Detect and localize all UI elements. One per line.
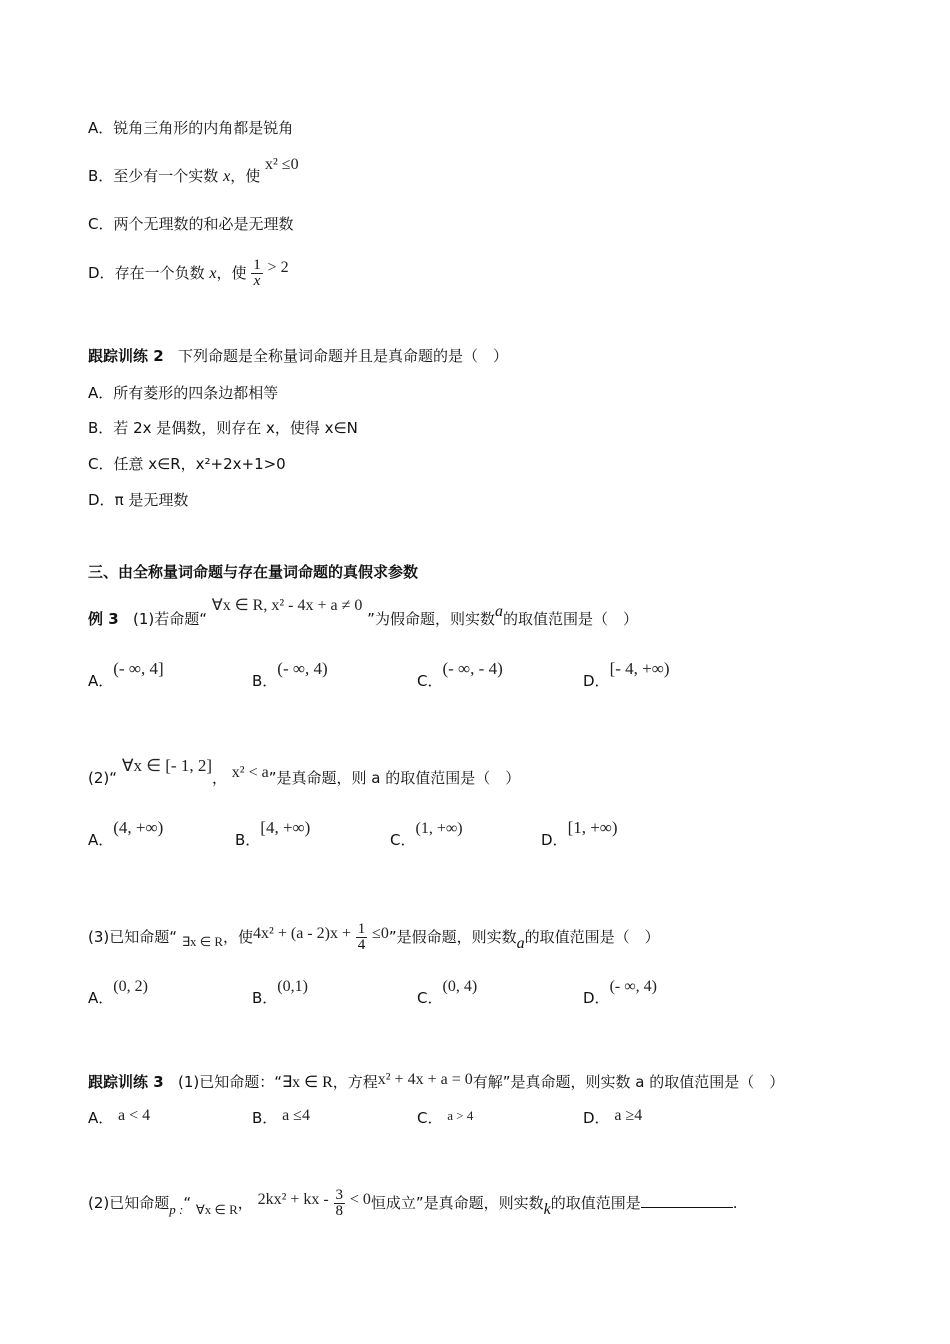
ex3-p3-math2: 4x² + (a - 2)x + [253,925,351,942]
ex3-p2-math1: ∀x ∈ [- 1, 2] [121,756,212,775]
ex3-p1-option-d: D．[- 4, +∞) [583,659,670,690]
train3-p2-fraction: $\frac{3}{8}$ [335,1187,344,1219]
ex3-p3-question: (3)已知命题“ ∃x ∈ R，使4x² + (a - 2)x + $\frac{1}{4}$ ≤0”是假命题，则实数a的取值范围是（ ） [88,921,660,953]
ex3-p3-fraction: $\frac{1}{4}$ [357,921,366,953]
train3-p2-question: (2)已知命题p :“ ∀x ∈ R， 2kx² + kx - $\frac{3}{8}$ < 0恒成立”是真命题，则实数k的取值范围是 . [88,1187,738,1219]
ex3-p1-question: 例 3 (1)若命题“ ∀x ∈ R, x² - 4x + a ≠ 0 ”为假命题，则实数a的取值范围是（ ） [88,597,638,628]
train3-p1-option-c: C． a > 4 [417,1108,474,1127]
q1-option-a: A．锐角三角形的内角都是锐角 [88,119,294,137]
train3-p1-math2: x² + 4x + a = 0 [377,1071,473,1088]
ex3-p3-option-d: D．(- ∞, 4) [583,978,657,1007]
ex3-p2-option-b: B．[4, +∞) [235,818,311,849]
train2-option-a: A．所有菱形的四条边都相等 [88,384,279,402]
train2-question: 跟踪训练 2 下列命题是全称量词命题并且是真命题的是（ ） [88,347,508,365]
train3-p1-option-b: B． a ≤4 [252,1107,310,1127]
ex3-p1-option-a: A．(- ∞, 4] [88,659,164,690]
train2-option-b: B．若 2x 是偶数，则存在 x，使得 x∈N [88,419,358,437]
q1-b-math: x² ≤0 [265,156,299,173]
train3-p1-option-d: D． a ≥4 [583,1107,643,1127]
ex3-p2-option-a: A．(4, +∞) [88,818,164,849]
ex3-p3-option-a: A．(0, 2) [88,978,148,1007]
train2-option-d: D．π 是无理数 [88,491,189,509]
ex3-p3-option-b: B．(0,1) [252,978,308,1007]
ex3-p1-math: ∀x ∈ R, x² - 4x + a ≠ 0 [211,597,363,614]
q1-option-c: C．两个无理数的和必是无理数 [88,215,294,233]
q1-option-d: D．存在一个负数 x，使 $\frac{1}{x}$ > 2 [88,257,289,289]
ex3-p3-option-c: C．(0, 4) [417,978,478,1007]
ex3-p3-math1: ∃x ∈ R [181,934,224,949]
q1-option-b: B．至少有一个实数 x，使 x² ≤0 [88,156,299,185]
train3-p1-question: 跟踪训练 3 (1)已知命题：“∃x ∈ R，方程x² + 4x + a = 0有解”是真命题，则实数 a 的取值范围是（ ） [88,1071,785,1091]
answer-blank[interactable] [641,1193,733,1208]
train3-p2-math1: ∀x ∈ R [195,1202,238,1217]
ex3-p1-option-c: C．(- ∞, - 4) [417,659,503,690]
ex3-p2-question: (2)“ ∀x ∈ [- 1, 2]， x² < a”是真命题，则 a 的取值范围是（ ） [88,756,521,787]
train3-p1-option-a: A． a < 4 [88,1107,151,1127]
train2-option-c: C．任意 x∈R，x²+2x+1>0 [88,455,286,473]
ex3-p1-option-b: B．(- ∞, 4) [252,659,328,690]
train3-p1-math1: ∃x ∈ R [282,1074,333,1091]
section3-title: 三、由全称量词命题与存在量词命题的真假求参数 [88,563,419,581]
q1-d-fraction: $\frac{1}{x}$ [253,257,261,289]
train3-p2-math2: 2kx² + kx - [257,1191,329,1208]
ex3-p2-option-d: D．[1, +∞) [541,818,618,849]
ex3-p2-option-c: C．(1, +∞) [390,820,463,849]
ex3-p2-math2: x² < a [231,764,269,781]
